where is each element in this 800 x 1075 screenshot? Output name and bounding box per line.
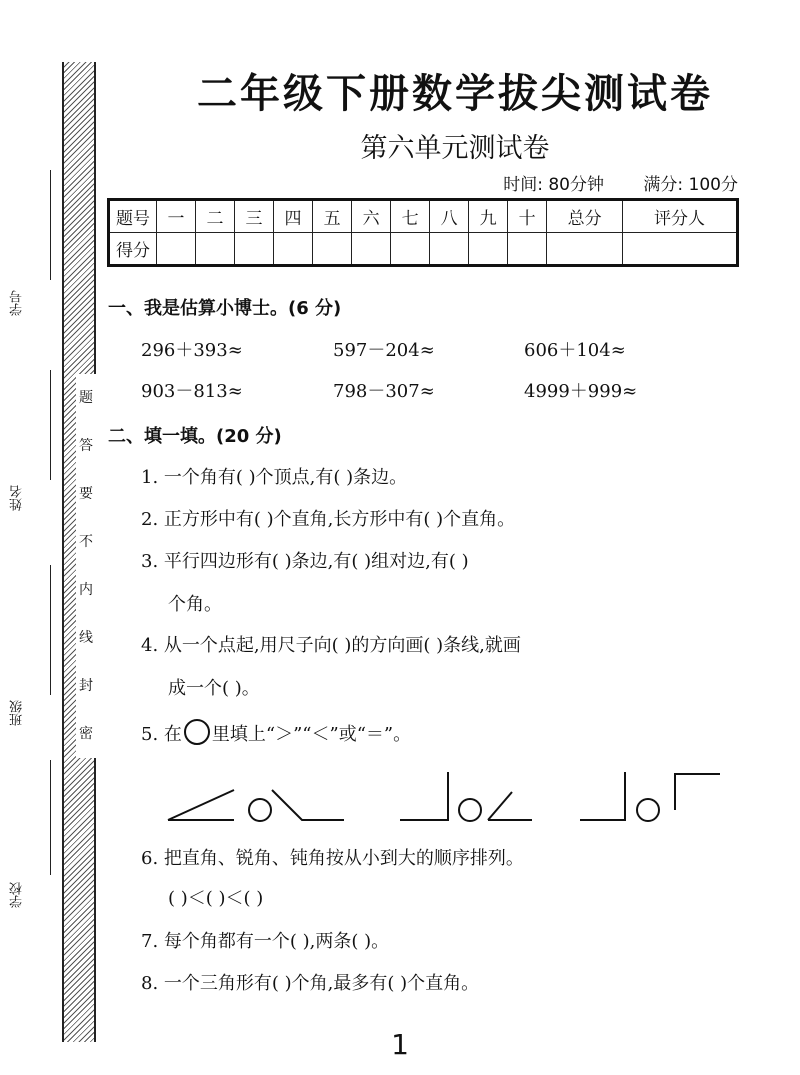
table-cell: 三: [235, 200, 274, 233]
exam-time: 时间: 80分钟: [503, 175, 604, 195]
table-cell: 六: [352, 200, 391, 233]
page-number: 1: [391, 1028, 409, 1061]
binding-margin: [0, 0, 60, 1075]
acute-angle-icon: [168, 790, 234, 820]
seal-char: 答: [76, 422, 96, 470]
right-angle-icon: [400, 772, 448, 820]
page-title: 二年级下册数学拔尖测试卷: [197, 71, 713, 117]
score-cell[interactable]: [352, 233, 391, 266]
seal-char: 题: [76, 374, 96, 422]
student-id-label: 学号: [10, 290, 25, 316]
table-cell: 十: [508, 200, 547, 233]
score-cell[interactable]: [235, 233, 274, 266]
seal-char: 内: [76, 566, 96, 614]
table-cell: 评分人: [623, 200, 738, 233]
question-3-line-1: 3. 平行四边形有( )条边,有( )组对边,有( ): [141, 551, 469, 572]
seal-char: 不: [76, 518, 96, 566]
question-3-line-2: 个角。: [168, 594, 222, 615]
question-5-prefix: 5. 在: [141, 724, 182, 745]
question-4-line-2: 成一个( )。: [168, 678, 260, 699]
student-id-line: [50, 170, 51, 280]
score-cell[interactable]: [196, 233, 235, 266]
score-cell[interactable]: [157, 233, 196, 266]
estimate-item: 903－813≈: [141, 381, 243, 402]
name-line: [50, 370, 51, 480]
name-label: 姓名: [10, 485, 25, 511]
estimate-item: 606＋104≈: [524, 340, 626, 361]
seal-notice: [76, 374, 96, 758]
question-1: 1. 一个角有( )个顶点,有( )条边。: [141, 467, 408, 488]
score-cell[interactable]: [391, 233, 430, 266]
score-cell[interactable]: [508, 233, 547, 266]
acute-angle-icon: [488, 792, 532, 820]
table-cell: 得分: [109, 233, 157, 266]
seal-char: 要: [76, 470, 96, 518]
seal-char: 封: [76, 662, 96, 710]
class-line: [50, 565, 51, 695]
question-2: 2. 正方形中有( )个直角,长方形中有( )个直角。: [141, 509, 516, 530]
school-label: 学校: [10, 882, 25, 908]
estimate-item: 798－307≈: [333, 381, 435, 402]
question-7: 7. 每个角都有一个( ),两条( )。: [141, 931, 390, 952]
table-cell: 总分: [547, 200, 623, 233]
estimate-item: 597－204≈: [333, 340, 435, 361]
seal-char: 密: [76, 710, 96, 758]
right-angle-icon: [580, 772, 625, 820]
angle-comparison-figures: [160, 768, 730, 828]
question-5-suffix: 里填上“＞”“＜”或“＝”。: [211, 724, 412, 745]
table-cell: 八: [430, 200, 469, 233]
question-6-line-1: 6. 把直角、锐角、钝角按从小到大的顺序排列。: [141, 848, 524, 869]
section-2-title: 二、填一填。(20 分): [108, 426, 282, 447]
school-line: [50, 760, 51, 875]
page-subtitle: 第六单元测试卷: [360, 133, 550, 164]
score-cell[interactable]: [313, 233, 352, 266]
question-4-line-1: 4. 从一个点起,用尺子向( )的方向画( )条线,就画: [141, 635, 521, 656]
section-1-title: 一、我是估算小博士。(6 分): [108, 298, 342, 319]
score-cell[interactable]: [623, 233, 738, 266]
compare-circle-icon: [184, 719, 210, 745]
exam-meta: [469, 170, 738, 195]
right-angle-icon: [675, 774, 720, 810]
obtuse-angle-icon: [272, 790, 344, 820]
score-cell[interactable]: [547, 233, 623, 266]
question-5: [141, 719, 411, 746]
score-table: [107, 198, 739, 267]
table-cell: 一: [157, 200, 196, 233]
seal-char: 线: [76, 614, 96, 662]
score-cell[interactable]: [274, 233, 313, 266]
table-cell: 题号: [109, 200, 157, 233]
class-label: 班级: [10, 700, 25, 726]
estimate-item: 4999＋999≈: [524, 381, 638, 402]
compare-circle-icon[interactable]: [249, 799, 271, 821]
estimate-item: 296＋393≈: [141, 340, 243, 361]
compare-circle-icon[interactable]: [637, 799, 659, 821]
question-8: 8. 一个三角形有( )个角,最多有( )个直角。: [141, 973, 480, 994]
score-table-header-row: [109, 200, 738, 233]
score-cell[interactable]: [469, 233, 508, 266]
question-6-line-2: ( )＜( )＜( ): [168, 888, 264, 909]
table-cell: 二: [196, 200, 235, 233]
table-cell: 五: [313, 200, 352, 233]
score-cell[interactable]: [430, 233, 469, 266]
score-table-score-row: [109, 233, 738, 266]
exam-full-score: 满分: 100分: [643, 175, 738, 195]
compare-circle-icon[interactable]: [459, 799, 481, 821]
table-cell: 九: [469, 200, 508, 233]
table-cell: 四: [274, 200, 313, 233]
table-cell: 七: [391, 200, 430, 233]
